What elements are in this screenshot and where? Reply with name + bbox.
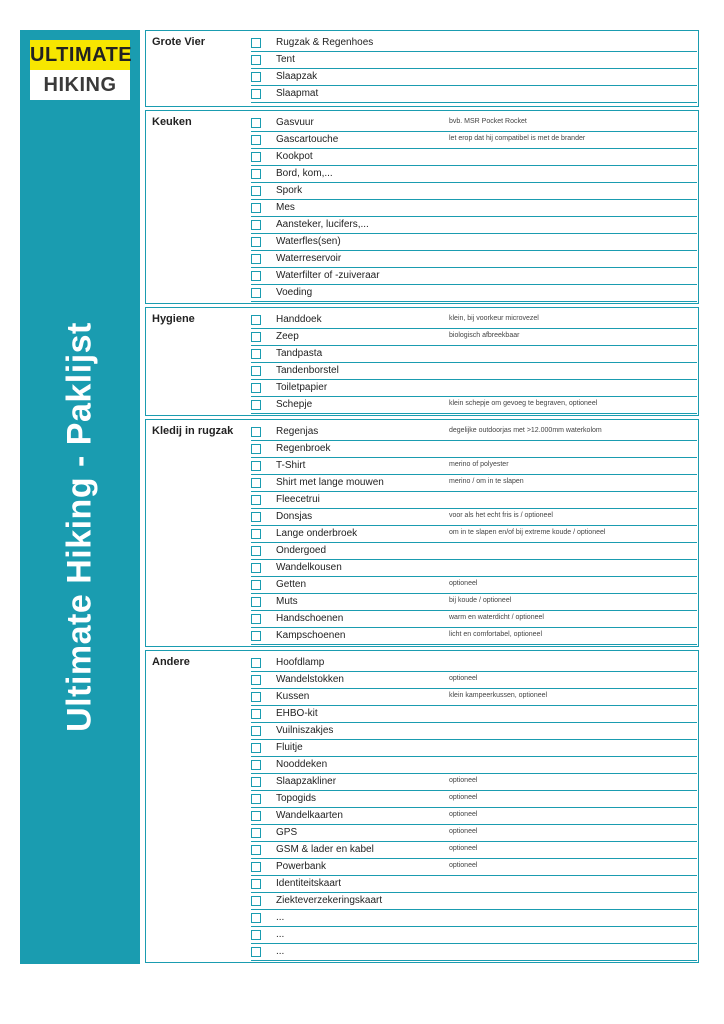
item-note: optioneel: [449, 580, 478, 587]
checklist-item: [251, 611, 697, 628]
item-note: om in te slapen en/of bij extreme koude / optioneel: [449, 529, 606, 536]
checkbox[interactable]: [251, 400, 261, 410]
item-note: bvb. MSR Pocket Rocket: [449, 118, 527, 125]
checkbox[interactable]: [251, 845, 261, 855]
item-label: ...: [276, 929, 285, 940]
item-label: T-Shirt: [276, 460, 306, 471]
checklist-item: [251, 458, 697, 475]
checklist-item: [251, 825, 697, 842]
checklist-item: [251, 791, 697, 808]
checklist-item: [251, 35, 697, 52]
checkbox[interactable]: [251, 675, 261, 685]
section-andere: [145, 650, 699, 963]
checklist-item: [251, 628, 697, 645]
checkbox[interactable]: [251, 631, 261, 641]
checkbox[interactable]: [251, 580, 261, 590]
checkbox[interactable]: [251, 709, 261, 719]
item-note: bij koude / optioneel: [449, 597, 512, 604]
checkbox[interactable]: [251, 72, 261, 82]
checklist-item: [251, 706, 697, 723]
checkbox[interactable]: [251, 89, 261, 99]
item-label: Vuilniszakjes: [276, 725, 334, 736]
item-label: Bord, kom,...: [276, 168, 333, 179]
item-label: Slaapzak: [276, 71, 318, 82]
checkbox[interactable]: [251, 135, 261, 145]
checklist-item: [251, 132, 697, 149]
checkbox[interactable]: [251, 563, 261, 573]
item-label: Regenbroek: [276, 443, 331, 454]
checklist-item: [251, 397, 697, 414]
checklist-item: [251, 808, 697, 825]
item-label: Ziekteverzekeringskaart: [276, 895, 383, 906]
checklist-item: [251, 927, 697, 944]
checkbox[interactable]: [251, 947, 261, 957]
checkbox[interactable]: [251, 169, 261, 179]
checkbox[interactable]: [251, 427, 261, 437]
item-label: Schepje: [276, 399, 313, 410]
item-note: optioneel: [449, 828, 478, 835]
checklist-item: [251, 842, 697, 859]
item-label: Handschoenen: [276, 613, 344, 624]
checklist-item: [251, 655, 697, 672]
checkbox[interactable]: [251, 930, 261, 940]
item-note: optioneel: [449, 811, 478, 818]
item-label: Slaapzakliner: [276, 776, 337, 787]
checklist-item: [251, 910, 697, 927]
section-title: Grote Vier: [152, 36, 205, 48]
logo-top-text: ULTIMATE: [30, 40, 130, 70]
checklist-item: [251, 363, 697, 380]
item-note: optioneel: [449, 845, 478, 852]
checklist-item: [251, 543, 697, 560]
checkbox[interactable]: [251, 220, 261, 230]
item-label: Ondergoed: [276, 545, 327, 556]
checkbox[interactable]: [251, 862, 261, 872]
logo: [30, 40, 133, 100]
item-label: Mes: [276, 202, 295, 213]
item-label: Tent: [276, 54, 295, 65]
checkbox[interactable]: [251, 794, 261, 804]
checkbox[interactable]: [251, 512, 261, 522]
checklist-item: [251, 380, 697, 397]
checkbox[interactable]: [251, 237, 261, 247]
item-label: Kookpot: [276, 151, 313, 162]
item-label: Voeding: [276, 287, 313, 298]
checklist-item: [251, 285, 697, 302]
item-note: voor als het echt fris is / optioneel: [449, 512, 553, 519]
item-label: Aansteker, lucifers,...: [276, 219, 369, 230]
checklist-item: [251, 944, 697, 961]
item-label: Rugzak & Regenhoes: [276, 37, 374, 48]
item-label: Waterfilter of -zuiveraar: [276, 270, 380, 281]
checkbox[interactable]: [251, 879, 261, 889]
checklist-item: [251, 115, 697, 132]
item-note: klein, bij voorkeur microvezel: [449, 315, 539, 322]
item-note: klein kampeerkussen, optioneel: [449, 692, 548, 699]
item-label: Getten: [276, 579, 307, 590]
checkbox[interactable]: [251, 495, 261, 505]
checklist-item: [251, 672, 697, 689]
item-label: Kussen: [276, 691, 310, 702]
item-label: Powerbank: [276, 861, 327, 872]
item-label: ...: [276, 912, 285, 923]
item-label: Shirt met lange mouwen: [276, 477, 384, 488]
sidebar: [20, 30, 140, 964]
checkbox[interactable]: [251, 55, 261, 65]
checklist-item: [251, 876, 697, 893]
item-label: Zeep: [276, 331, 299, 342]
checklist-item: [251, 723, 697, 740]
checkbox[interactable]: [251, 152, 261, 162]
checkbox[interactable]: [251, 271, 261, 281]
checklist-item: [251, 346, 697, 363]
checklist-item: [251, 893, 697, 910]
checklist-item: [251, 329, 697, 346]
checklist-item: [251, 441, 697, 458]
item-note: biologisch afbreekbaar: [449, 332, 520, 339]
checklist-item: [251, 509, 697, 526]
item-note: licht en comfortabel, optioneel: [449, 631, 542, 638]
checkbox[interactable]: [251, 383, 261, 393]
checklist-item: [251, 217, 697, 234]
section-grote-vier: [145, 30, 699, 107]
item-label: Gascartouche: [276, 134, 339, 145]
checklist-item: [251, 689, 697, 706]
checkbox[interactable]: [251, 811, 261, 821]
item-label: Identiteitskaart: [276, 878, 342, 889]
checkbox[interactable]: [251, 118, 261, 128]
checklist-item: [251, 526, 697, 543]
item-label: ...: [276, 946, 285, 957]
item-note: warm en waterdicht / optioneel: [449, 614, 544, 621]
item-label: Fleecetrui: [276, 494, 320, 505]
section-title: Andere: [152, 656, 190, 668]
checklist-item: [251, 234, 697, 251]
checklist-item: [251, 183, 697, 200]
checkbox[interactable]: [251, 444, 261, 454]
item-label: Nooddeken: [276, 759, 328, 770]
checklist-item: [251, 740, 697, 757]
item-label: Waterfles(sen): [276, 236, 341, 247]
checkbox[interactable]: [251, 529, 261, 539]
checkbox[interactable]: [251, 461, 261, 471]
checkbox[interactable]: [251, 913, 261, 923]
checklist-item: [251, 774, 697, 791]
checklist-item: [251, 166, 697, 183]
item-note: klein schepje om gevoeg te begraven, optioneel: [449, 400, 598, 407]
checklist-item: [251, 69, 697, 86]
checkbox[interactable]: [251, 546, 261, 556]
item-label: Handdoek: [276, 314, 322, 325]
section-title: Hygiene: [152, 313, 195, 325]
item-label: Kampschoenen: [276, 630, 346, 641]
item-label: Tandenborstel: [276, 365, 339, 376]
checklist-item: [251, 594, 697, 611]
checklist-item: [251, 251, 697, 268]
item-note: merino / om in te slapen: [449, 478, 524, 485]
item-label: Muts: [276, 596, 298, 607]
checkbox[interactable]: [251, 777, 261, 787]
item-label: Regenjas: [276, 426, 319, 437]
item-note: merino of polyester: [449, 461, 509, 468]
item-label: Donsjas: [276, 511, 313, 522]
item-note: optioneel: [449, 862, 478, 869]
checkbox[interactable]: [251, 288, 261, 298]
item-note: optioneel: [449, 675, 478, 682]
checkbox[interactable]: [251, 254, 261, 264]
checkbox[interactable]: [251, 743, 261, 753]
checkbox[interactable]: [251, 478, 261, 488]
checkbox[interactable]: [251, 726, 261, 736]
item-label: GSM & lader en kabel: [276, 844, 374, 855]
checkbox[interactable]: [251, 597, 261, 607]
checklist-item: [251, 424, 697, 441]
item-label: Tandpasta: [276, 348, 323, 359]
section-title: Kledij in rugzak: [152, 425, 234, 437]
item-label: Wandelkaarten: [276, 810, 343, 821]
item-label: Slaapmat: [276, 88, 319, 99]
item-label: GPS: [276, 827, 298, 838]
checklist-item: [251, 475, 697, 492]
item-note: optioneel: [449, 794, 478, 801]
checkbox[interactable]: [251, 614, 261, 624]
checkbox[interactable]: [251, 315, 261, 325]
item-label: Toiletpapier: [276, 382, 328, 393]
checkbox[interactable]: [251, 332, 261, 342]
section-title: Keuken: [152, 116, 192, 128]
logo-bottom-text: HIKING: [43, 74, 117, 96]
checklist-item: [251, 86, 697, 103]
checkbox[interactable]: [251, 38, 261, 48]
checklist-item: [251, 268, 697, 285]
checklist-item: [251, 560, 697, 577]
item-label: Hoofdlamp: [276, 657, 325, 668]
checkbox[interactable]: [251, 366, 261, 376]
item-label: Lange onderbroek: [276, 528, 358, 539]
item-note: degelijke outdoorjas met >12.000mm waterkolom: [449, 427, 602, 434]
checkbox[interactable]: [251, 760, 261, 770]
item-label: Waterreservoir: [276, 253, 342, 264]
checklist-item: [251, 859, 697, 876]
checkbox[interactable]: [251, 828, 261, 838]
section-keuken: [145, 110, 699, 304]
item-note: optioneel: [449, 777, 478, 784]
checklist-item: [251, 757, 697, 774]
item-note: let erop dat hij compatibel is met de brander: [449, 135, 586, 142]
checklist-item: [251, 312, 697, 329]
item-label: Fluitje: [276, 742, 303, 753]
section-kledij-in-rugzak: [145, 419, 699, 647]
item-label: Wandelkousen: [276, 562, 342, 573]
checkbox[interactable]: [251, 896, 261, 906]
checklist-item: [251, 577, 697, 594]
item-label: EHBO-kit: [276, 708, 318, 719]
checkbox[interactable]: [251, 186, 261, 196]
checklist-item: [251, 149, 697, 166]
checkbox[interactable]: [251, 658, 261, 668]
checkbox[interactable]: [251, 203, 261, 213]
checkbox[interactable]: [251, 349, 261, 359]
item-label: Wandelstokken: [276, 674, 344, 685]
checklist-item: [251, 492, 697, 509]
item-label: Topogids: [276, 793, 317, 804]
checklist-item: [251, 52, 697, 69]
item-label: Gasvuur: [276, 117, 314, 128]
checklist-item: [251, 200, 697, 217]
item-label: Spork: [276, 185, 303, 196]
page-title: Ultimate Hiking - Paklijst: [60, 322, 99, 732]
section-hygiene: [145, 307, 699, 416]
checkbox[interactable]: [251, 692, 261, 702]
